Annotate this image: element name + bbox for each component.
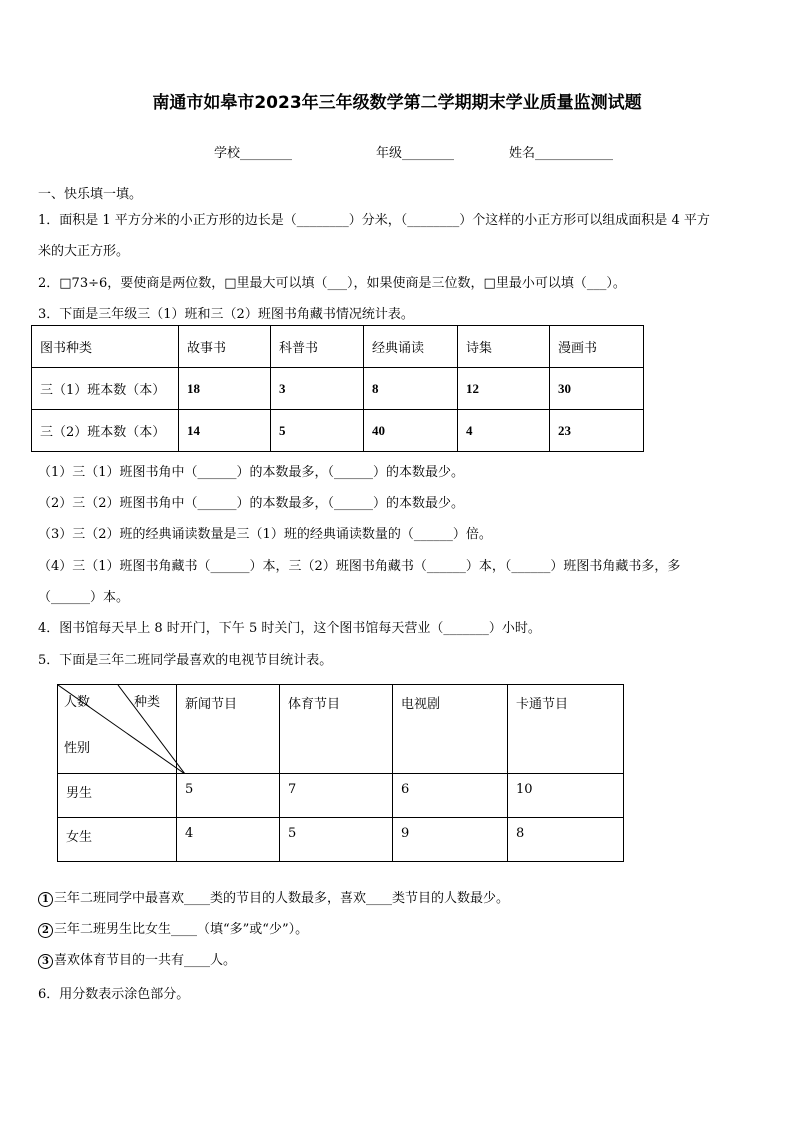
table-header-row — [58, 685, 624, 774]
table-header-cell: 诗集 — [458, 326, 550, 368]
name-field[interactable]: 姓名____________ — [509, 146, 614, 161]
circled-number: 1 — [38, 892, 53, 907]
table-cell: 30 — [550, 368, 644, 410]
question-5-sub-1 — [38, 887, 509, 907]
grade-field[interactable]: 年级________ — [376, 146, 455, 161]
table-cell: 9 — [393, 818, 508, 862]
table-header-cell: 故事书 — [179, 326, 271, 368]
table-row — [58, 818, 624, 862]
table-header-cell: 科普书 — [271, 326, 364, 368]
table-cell: 男生 — [58, 774, 177, 818]
table-cell: 40 — [364, 410, 458, 452]
table-cell: 6 — [393, 774, 508, 818]
table-cell: 10 — [508, 774, 624, 818]
table-cell: 4 — [177, 818, 280, 862]
circled-number: 3 — [38, 954, 53, 969]
question-5-sub-2-text: 三年二班男生比女生____（填“多”或“少”）。 — [54, 922, 309, 937]
question-5-sub-3 — [38, 949, 236, 969]
section-heading: 一、快乐填一填。 — [38, 187, 143, 202]
corner-label-gender: 性别 — [64, 741, 91, 756]
table-cell: 18 — [179, 368, 271, 410]
table-header-cell: 电视剧 — [393, 685, 508, 774]
question-3-sub-4-line-1: （4）三（1）班图书角藏书（______）本，三（2）班图书角藏书（______）本，（______）班图书角藏书多，多 — [38, 559, 681, 574]
corner-cell — [58, 685, 177, 774]
table-cell: 女生 — [58, 818, 177, 862]
table-row — [58, 774, 624, 818]
table-cell: 23 — [550, 410, 644, 452]
table-cell: 3 — [271, 368, 364, 410]
question-5-sub-1-text: 三年二班同学中最喜欢____类的节目的人数最多，喜欢____类节目的人数最少。 — [54, 891, 510, 906]
table-cell: 5 — [177, 774, 280, 818]
table-header-row — [32, 326, 644, 368]
question-3-sub-1: （1）三（1）班图书角中（______）的本数最多，（______）的本数最少。 — [38, 465, 465, 480]
question-6: 6．用分数表示涂色部分。 — [38, 987, 190, 1002]
tv-program-table — [57, 684, 624, 862]
table-cell: 14 — [179, 410, 271, 452]
table-row — [32, 410, 644, 452]
question-3: 3．下面是三年级三（1）班和三（2）班图书角藏书情况统计表。 — [38, 307, 414, 322]
question-3-sub-2: （2）三（2）班图书角中（______）的本数最多，（______）的本数最少。 — [38, 496, 465, 511]
table-header-cell: 体育节目 — [280, 685, 393, 774]
question-1-line-2: 米的大正方形。 — [38, 244, 130, 259]
corner-label-count: 人数 — [64, 695, 91, 710]
table-cell: 5 — [271, 410, 364, 452]
table-cell: 三（1）班本数（本） — [32, 368, 179, 410]
question-1-line-1: 1．面积是 1 平方分米的小正方形的边长是（________）分米，（________）个这样的小正方形可以组成面积是 4 平方 — [38, 213, 710, 228]
table-cell: 12 — [458, 368, 550, 410]
school-field[interactable]: 学校________ — [214, 146, 293, 161]
page-title: 南通市如皋市2023年三年级数学第二学期期末学业质量监测试题 — [152, 93, 642, 113]
table-header-cell: 图书种类 — [32, 326, 179, 368]
table-cell: 三（2）班本数（本） — [32, 410, 179, 452]
table-row — [32, 368, 644, 410]
table-cell: 8 — [364, 368, 458, 410]
table-cell: 4 — [458, 410, 550, 452]
table-cell: 8 — [508, 818, 624, 862]
circled-number: 2 — [38, 923, 53, 938]
question-3-sub-4-line-2: （______）本。 — [38, 590, 130, 605]
question-3-sub-3: （3）三（2）班的经典诵读数量是三（1）班的经典诵读数量的（______）倍。 — [38, 527, 492, 542]
book-stats-table — [31, 325, 644, 452]
table-header-cell: 经典诵读 — [364, 326, 458, 368]
table-cell: 7 — [280, 774, 393, 818]
corner-label-type: 种类 — [134, 695, 161, 710]
table-header-cell: 卡通节目 — [508, 685, 624, 774]
table-header-cell: 漫画书 — [550, 326, 644, 368]
question-5-sub-2 — [38, 918, 308, 938]
table-header-cell: 新闻节目 — [177, 685, 280, 774]
table-cell: 5 — [280, 818, 393, 862]
question-2: 2．□73÷6，要使商是两位数，□里最大可以填（___），如果使商是三位数，□里最小可以填（___）。 — [38, 276, 626, 291]
question-5-sub-3-text: 喜欢体育节目的一共有____人。 — [54, 953, 237, 968]
question-4: 4．图书馆每天早上 8 时开门，下午 5 时关门，这个图书馆每天营业（_______）小时。 — [38, 621, 541, 636]
question-5: 5．下面是三年二班同学最喜欢的电视节目统计表。 — [38, 653, 333, 668]
